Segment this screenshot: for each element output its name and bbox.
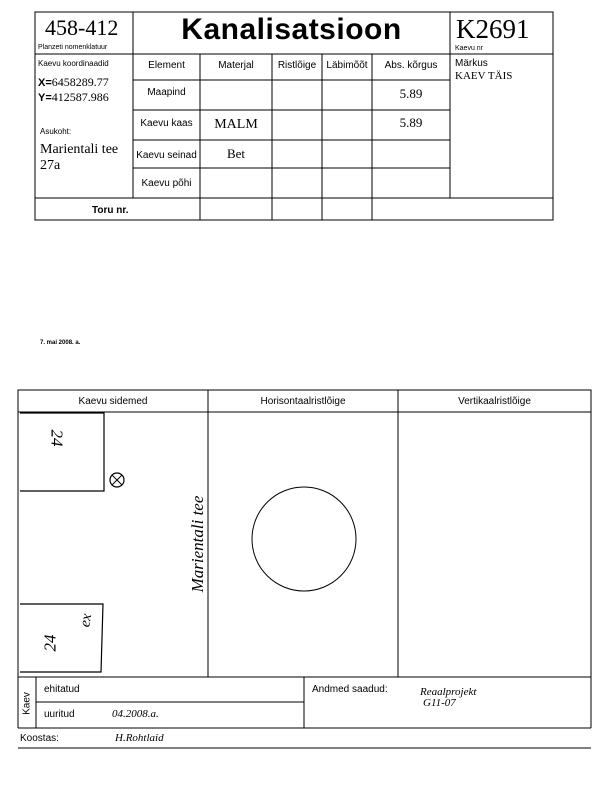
well-id: K2691 [456,14,530,44]
notes-text: KAEV TÄIS [455,70,513,82]
pipe-label: Toru nr. [92,205,129,216]
row-element: Kaevu põhi [141,178,192,189]
y-label: Y= [38,92,52,104]
date-stamp: 7. mai 2008. a. [40,340,81,346]
footer-compiled-value: H.Rohtlaid [115,732,164,744]
well-id-label: Kaevu nr [455,45,484,52]
col-header-material: Materjal [218,60,254,71]
page-title: Kanalisatsioon [181,13,402,46]
handwritten-24-top: 24 [47,429,67,447]
nomenclature-number: 458-412 [45,15,119,40]
notes-label: Märkus [455,58,488,69]
x-label: X= [38,77,52,89]
row-element: Kaevu seinad [136,150,197,161]
row-material: Bet [226,146,246,161]
row-element: Kaevu kaas [140,118,193,129]
y-value: 412587.986 [51,90,109,104]
footer-compiled-label: Koostas: [20,733,59,744]
location-line2: 27a [40,158,61,173]
y-coordinate [38,90,109,105]
col-header-diameter: Läbimõõt [326,60,368,71]
row-material: MALM [214,117,258,132]
handwritten-24-bottom: 24 [40,634,60,652]
row-elevation: 5.89 [399,115,423,130]
col-header-elevation: Abs. kõrgus [384,60,438,71]
handwritten-ex: ex [77,612,96,629]
col-header-cross-section: Ristlõige [277,60,317,71]
handwritten-street: Marientali tee [188,495,207,593]
footer-source-label: Andmed saadud: [312,684,388,695]
coords-label: Kaevu koordinaadid [38,59,109,68]
footer-source-line1: Reaalprojekt [420,686,477,698]
sketch-header-horizontal: Horisontaalristlõige [260,396,346,407]
sketch-header-connections: Kaevu sidemed [78,396,148,407]
location-label: Asukoht: [40,127,72,136]
footer-surveyed-label: uuritud [44,709,75,720]
footer-kaev-label: Kaev [21,692,33,715]
footer-source-line2: G11-07 [423,697,456,709]
row-element: Maapind [147,87,186,98]
row-elevation: 5.89 [399,86,423,101]
col-header-element: Element [148,60,185,71]
location-line1: Marientali tee [40,142,119,157]
footer-built-label: ehitatud [44,684,80,695]
sketch-header-vertical: Vertikaalristlõige [458,396,531,407]
x-value: 6458289.77 [51,75,109,89]
nomenclature-label: Planzeti nomenklatuur [38,44,108,51]
x-coordinate [38,75,109,90]
footer-surveyed-value: 04.2008.a. [112,708,159,720]
